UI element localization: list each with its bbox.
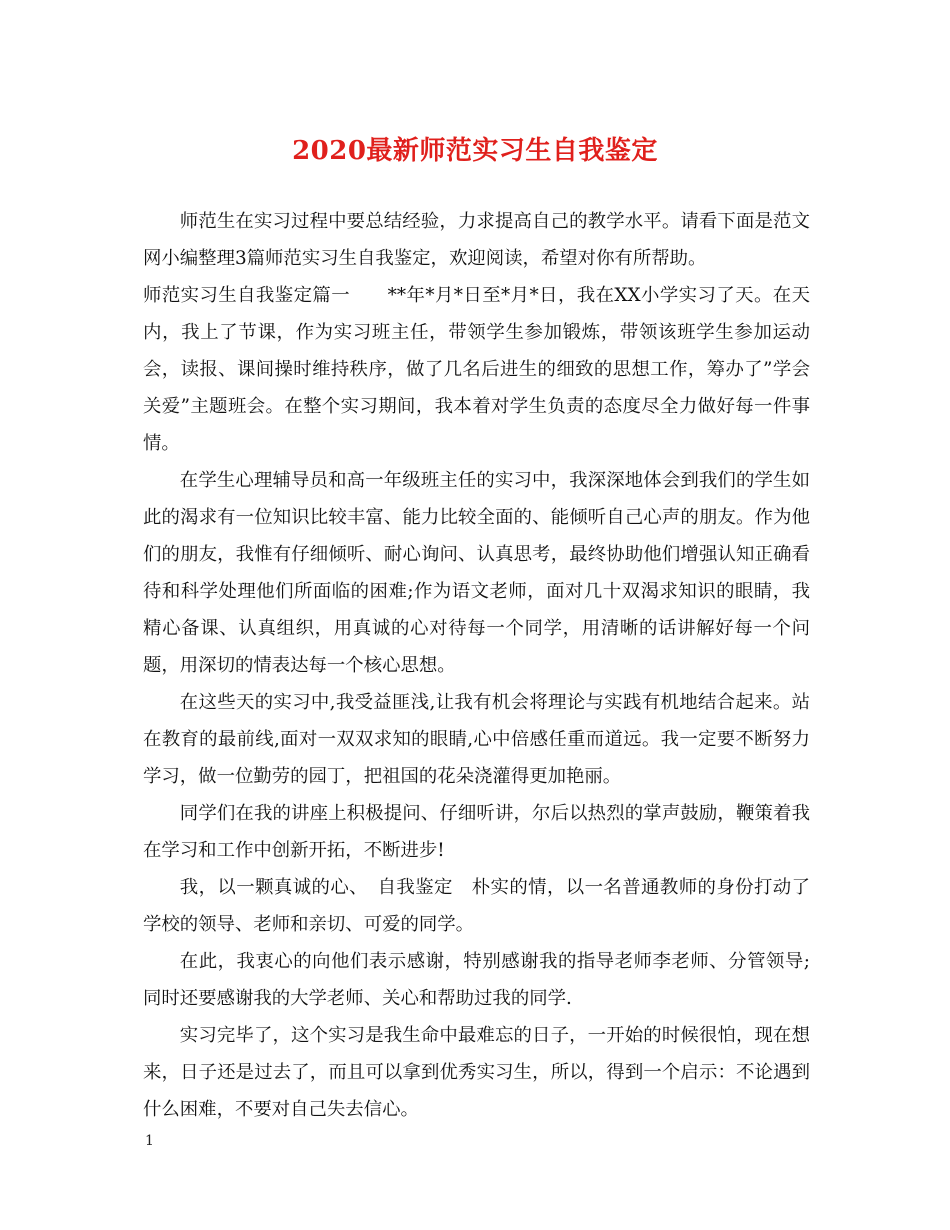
paragraph-lecture: 同学们在我的讲座上积极提问、仔细听讲，尔后以热烈的掌声鼓励，鞭策着我在学习和工作中创新开拓，不断进步! bbox=[143, 803, 810, 861]
page-number: 1 bbox=[145, 1133, 154, 1149]
paragraph-counselor: 在学生心理辅导员和高一年级班主任的实习中，我深深地体会到我们的学生如此的渴求有一位知识比较丰富、能力比较全面的、能倾听自己心声的朋友。作为他们的朋友，我惟有仔细倾听、耐心询问、认真思考，最终协助他们增强认知正确看待和科学处理他们所面临的困难;作为语文老师，面对几十双渴求知识的眼睛，我精心备课、认真组织，用真诚的心对待每一个同学，用清晰的话讲解好每一个问题，用深切的情表达每一个核心思想。 bbox=[143, 470, 810, 676]
paragraph-section-one: 师范实习生自我鉴定篇一 **年*月*日至*月*日，我在XX小学实习了天。在天内，我上了节课，作为实习班主任，带领学生参加锻炼，带领该班学生参加运动会，读报、课间操时维持秩序，做了几名后进生的细致的思想工作，筹办了”学会关爱”主题班会。在整个实习期间，我本着对学生负责的态度尽全力做好每一件事情。 bbox=[143, 285, 810, 454]
paragraph-intro: 师范生在实习过程中要总结经验，力求提高自己的教学水平。请看下面是范文网小编整理3篇师范实习生自我鉴定，欢迎阅读，希望对你有所帮助。 bbox=[143, 211, 810, 269]
document-title: 2020最新师范实习生自我鉴定 bbox=[292, 136, 658, 166]
document-body bbox=[143, 203, 810, 1128]
paragraph-thanks: 在此，我衷心的向他们表示感谢，特别感谢我的指导老师李老师、分管领导;同时还要感谢我的大学老师、关心和帮助过我的同学. bbox=[143, 951, 810, 1009]
paragraph-benefit: 在这些天的实习中,我受益匪浅,让我有机会将理论与实践有机地结合起来。站在教育的最前线,面对一双双求知的眼睛,心中倍感任重而道远。我一定要不断努力学习，做一位勤劳的园丁，把祖国的花朵浇灌得更加艳丽。 bbox=[143, 692, 810, 787]
paragraph-sincerity: 我，以一颗真诚的心、 自我鉴定 朴实的情，以一名普通教师的身份打动了学校的领导、老师和亲切、可爱的同学。 bbox=[143, 877, 810, 935]
paragraph-conclusion: 实习完毕了，这个实习是我生命中最难忘的日子，一开始的时候很怕，现在想来，日子还是过去了，而且可以拿到优秀实习生，所以，得到一个启示：不论遇到什么困难，不要对自己失去信心。 bbox=[143, 1025, 810, 1120]
